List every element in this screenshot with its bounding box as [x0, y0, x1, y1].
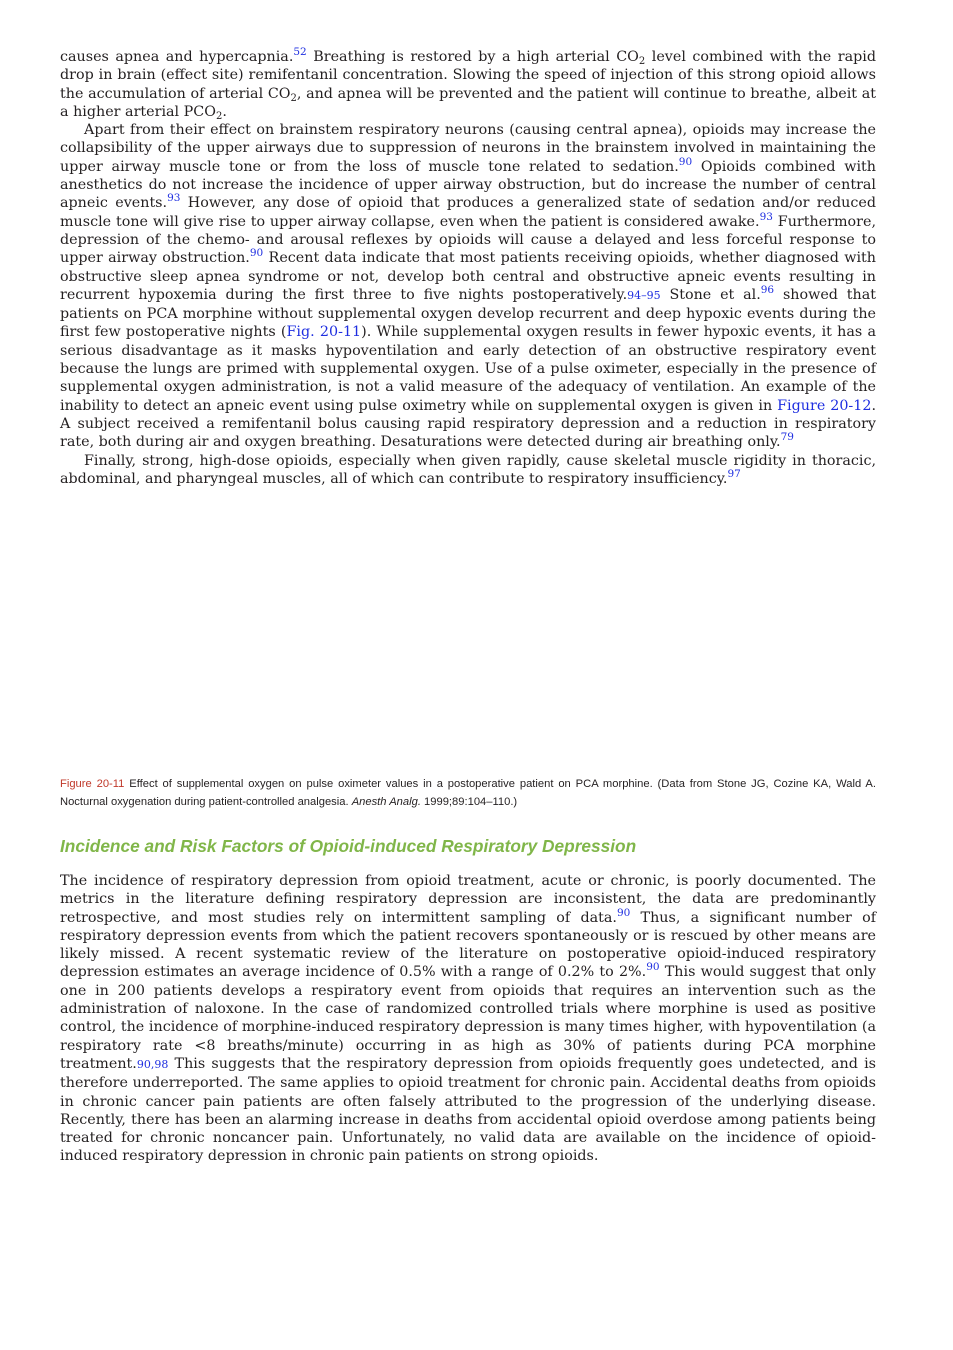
citation-link[interactable]: 90 [646, 961, 660, 974]
citation-link[interactable]: 90,98 [136, 1057, 169, 1071]
text: Breathing is restored by a high arterial CO [306, 49, 639, 65]
text: However, any dose of opioid that produces a generalized state of sedation and/or reduced muscle tone will give rise to upper airway collapse, even when the patient is considered awake. [60, 195, 876, 230]
citation-link[interactable]: 97 [727, 467, 741, 480]
text: 1999;89:104–110.) [420, 795, 518, 808]
paragraph [60, 452, 876, 489]
paragraph [60, 872, 876, 1166]
text: Thus, a significant number of respiratory depression events from which the patient recovers spontaneously or is rescued by other means are likely missed. A recent systematic review of the literature on postoperative opioid-induced respiratory depression estimates an average incidence of 0.5% with a range of 0.2% to 2%. [60, 909, 876, 981]
paragraph [60, 121, 876, 451]
text: Finally, strong, high-dose opioids, especially when given rapidly, cause skeletal muscle rigidity in thoracic, abdominal, and pharyngeal muscles, all of which can contribute to respiratory insufficiency. [60, 452, 876, 487]
citation-link[interactable]: 79 [780, 431, 794, 444]
citation-link[interactable]: 93 [759, 210, 773, 223]
text: , and apnea will be prevented and the patient will continue to breathe, albeit at a higher arterial PCO [60, 85, 876, 120]
text: level combined with the rapid drop in brain (effect site) remifentanil concentration. Slowing the speed of injection of this strong opioid allows the accumulation of arterial CO [60, 49, 876, 102]
citation-link[interactable]: 90 [249, 247, 264, 260]
subscript: 2 [215, 110, 223, 122]
citation-link[interactable]: 90 [678, 155, 693, 168]
text: ). While supplemental oxygen results in fewer hypoxic events, it has a serious disadvantage as it masks hypoventilation and early detection of an obstructive respiratory event because the lungs are primed with supplemental oxygen. Use of a pulse oximeter, especially in the presence of supplemental oxygen administration, is not a valid measure of the adequacy of ventilation. An example of the inability to detect an apneic event using pulse oximetry while on supplemental oxygen is given in [60, 324, 876, 414]
text: The incidence of respiratory depression from opioid treatment, acute or chronic, is poorly documented. The metrics in the literature defining respiratory depression are inconsistent, the data are predominantly retrospective, and most studies rely on intermittent sampling of data. [60, 873, 876, 926]
figure-label: Figure 20-11 [60, 778, 125, 790]
text: Apart from their effect on brainstem respiratory neurons (causing central apnea), opioids may increase the collapsibility of the upper airways due to suppression of neurons in the brainstem involved in maintaining the upper airway muscle tone or from the loss of muscle tone related to sedation. [60, 122, 876, 175]
text: . A subject received a remifentanil bolus causing rapid respiratory depression and a reduction in respiratory rate, both during air and oxygen breathing. Desaturations were detected during air breathing only. [60, 397, 876, 451]
paragraph [60, 48, 876, 121]
text: showed that patients on PCA morphine without supplemental oxygen develop recurrent and deep hypoxic events during the first few postoperative nights ( [60, 286, 876, 341]
text: Stone et al. [660, 286, 761, 303]
text: Recent data indicate that most patients receiving opioids, whether diagnosed with obstructive sleep apnea syndrome or not, develop both central and obstructive apneic events resulting in recurrent hypoxemia during the first three to five nights postoperatively. [60, 250, 877, 303]
text: . [222, 103, 227, 120]
citation-link[interactable]: 94–95 [627, 288, 661, 302]
citation-link[interactable]: 93 [167, 192, 181, 205]
figure-link[interactable]: Fig. 20-11 [286, 324, 362, 341]
text: causes apnea and hypercapnia. [60, 49, 294, 65]
text: This suggests that the respiratory depression from opioids frequently goes undetected, and is therefore underreported. The same applies to opioid treatment for chronic pain. Accidental deaths from opioids in chronic cancer pain patients are often falsely attributed to the progression of the underlying disease. Recently, there has been an alarming increase in deaths from accidental opioid overdose among patients being treated for chronic noncancer pain. Unfortunately, no valid data are available on the incidence of opioid-induced respiratory depression in chronic pain patients on strong opioids. [60, 1055, 876, 1165]
text: Effect of supplemental oxygen on pulse oximeter values in a postoperative patient on PCA morphine. (Data from Stone JG, Cozine KA, Wald A. Nocturnal oxygenation during patient-controlled analgesia. [60, 778, 876, 808]
figure-link[interactable]: Figure 20-12 [777, 397, 872, 414]
text: Furthermore, depression of the chemo- and arousal reflexes by opioids will cause a delayed and less forceful response to upper airway obstruction. [60, 213, 876, 267]
text: This would suggest that only one in 200 patients develops a respiratory event from opioids that requires an intervention such as the administration of naloxone. In the case of randomized controlled trials where morphine is used as positive control, the incidence of morphine-induced respiratory depression is many times higher, with hypoventilation (a respiratory rate <8 breaths/minute) occurring in as high as 30% of patients during PCA morphine treatment. [60, 964, 877, 1072]
subscript: 2 [638, 56, 646, 67]
citation-link[interactable]: 52 [293, 46, 307, 58]
citation-link[interactable]: 90 [616, 906, 631, 919]
section-heading: Incidence and Risk Factors of Opioid-induced Respiratory Depression [60, 836, 637, 856]
citation-link[interactable]: 96 [760, 283, 775, 296]
journal-name: Anesth Analg. [351, 795, 421, 808]
subscript: 2 [290, 92, 297, 104]
figure-caption [60, 776, 876, 811]
body-text [60, 48, 876, 488]
text: Opioids combined with anesthetics do not increase the incidence of upper airway obstruction, but do increase the number of central apneic events. [60, 158, 876, 212]
